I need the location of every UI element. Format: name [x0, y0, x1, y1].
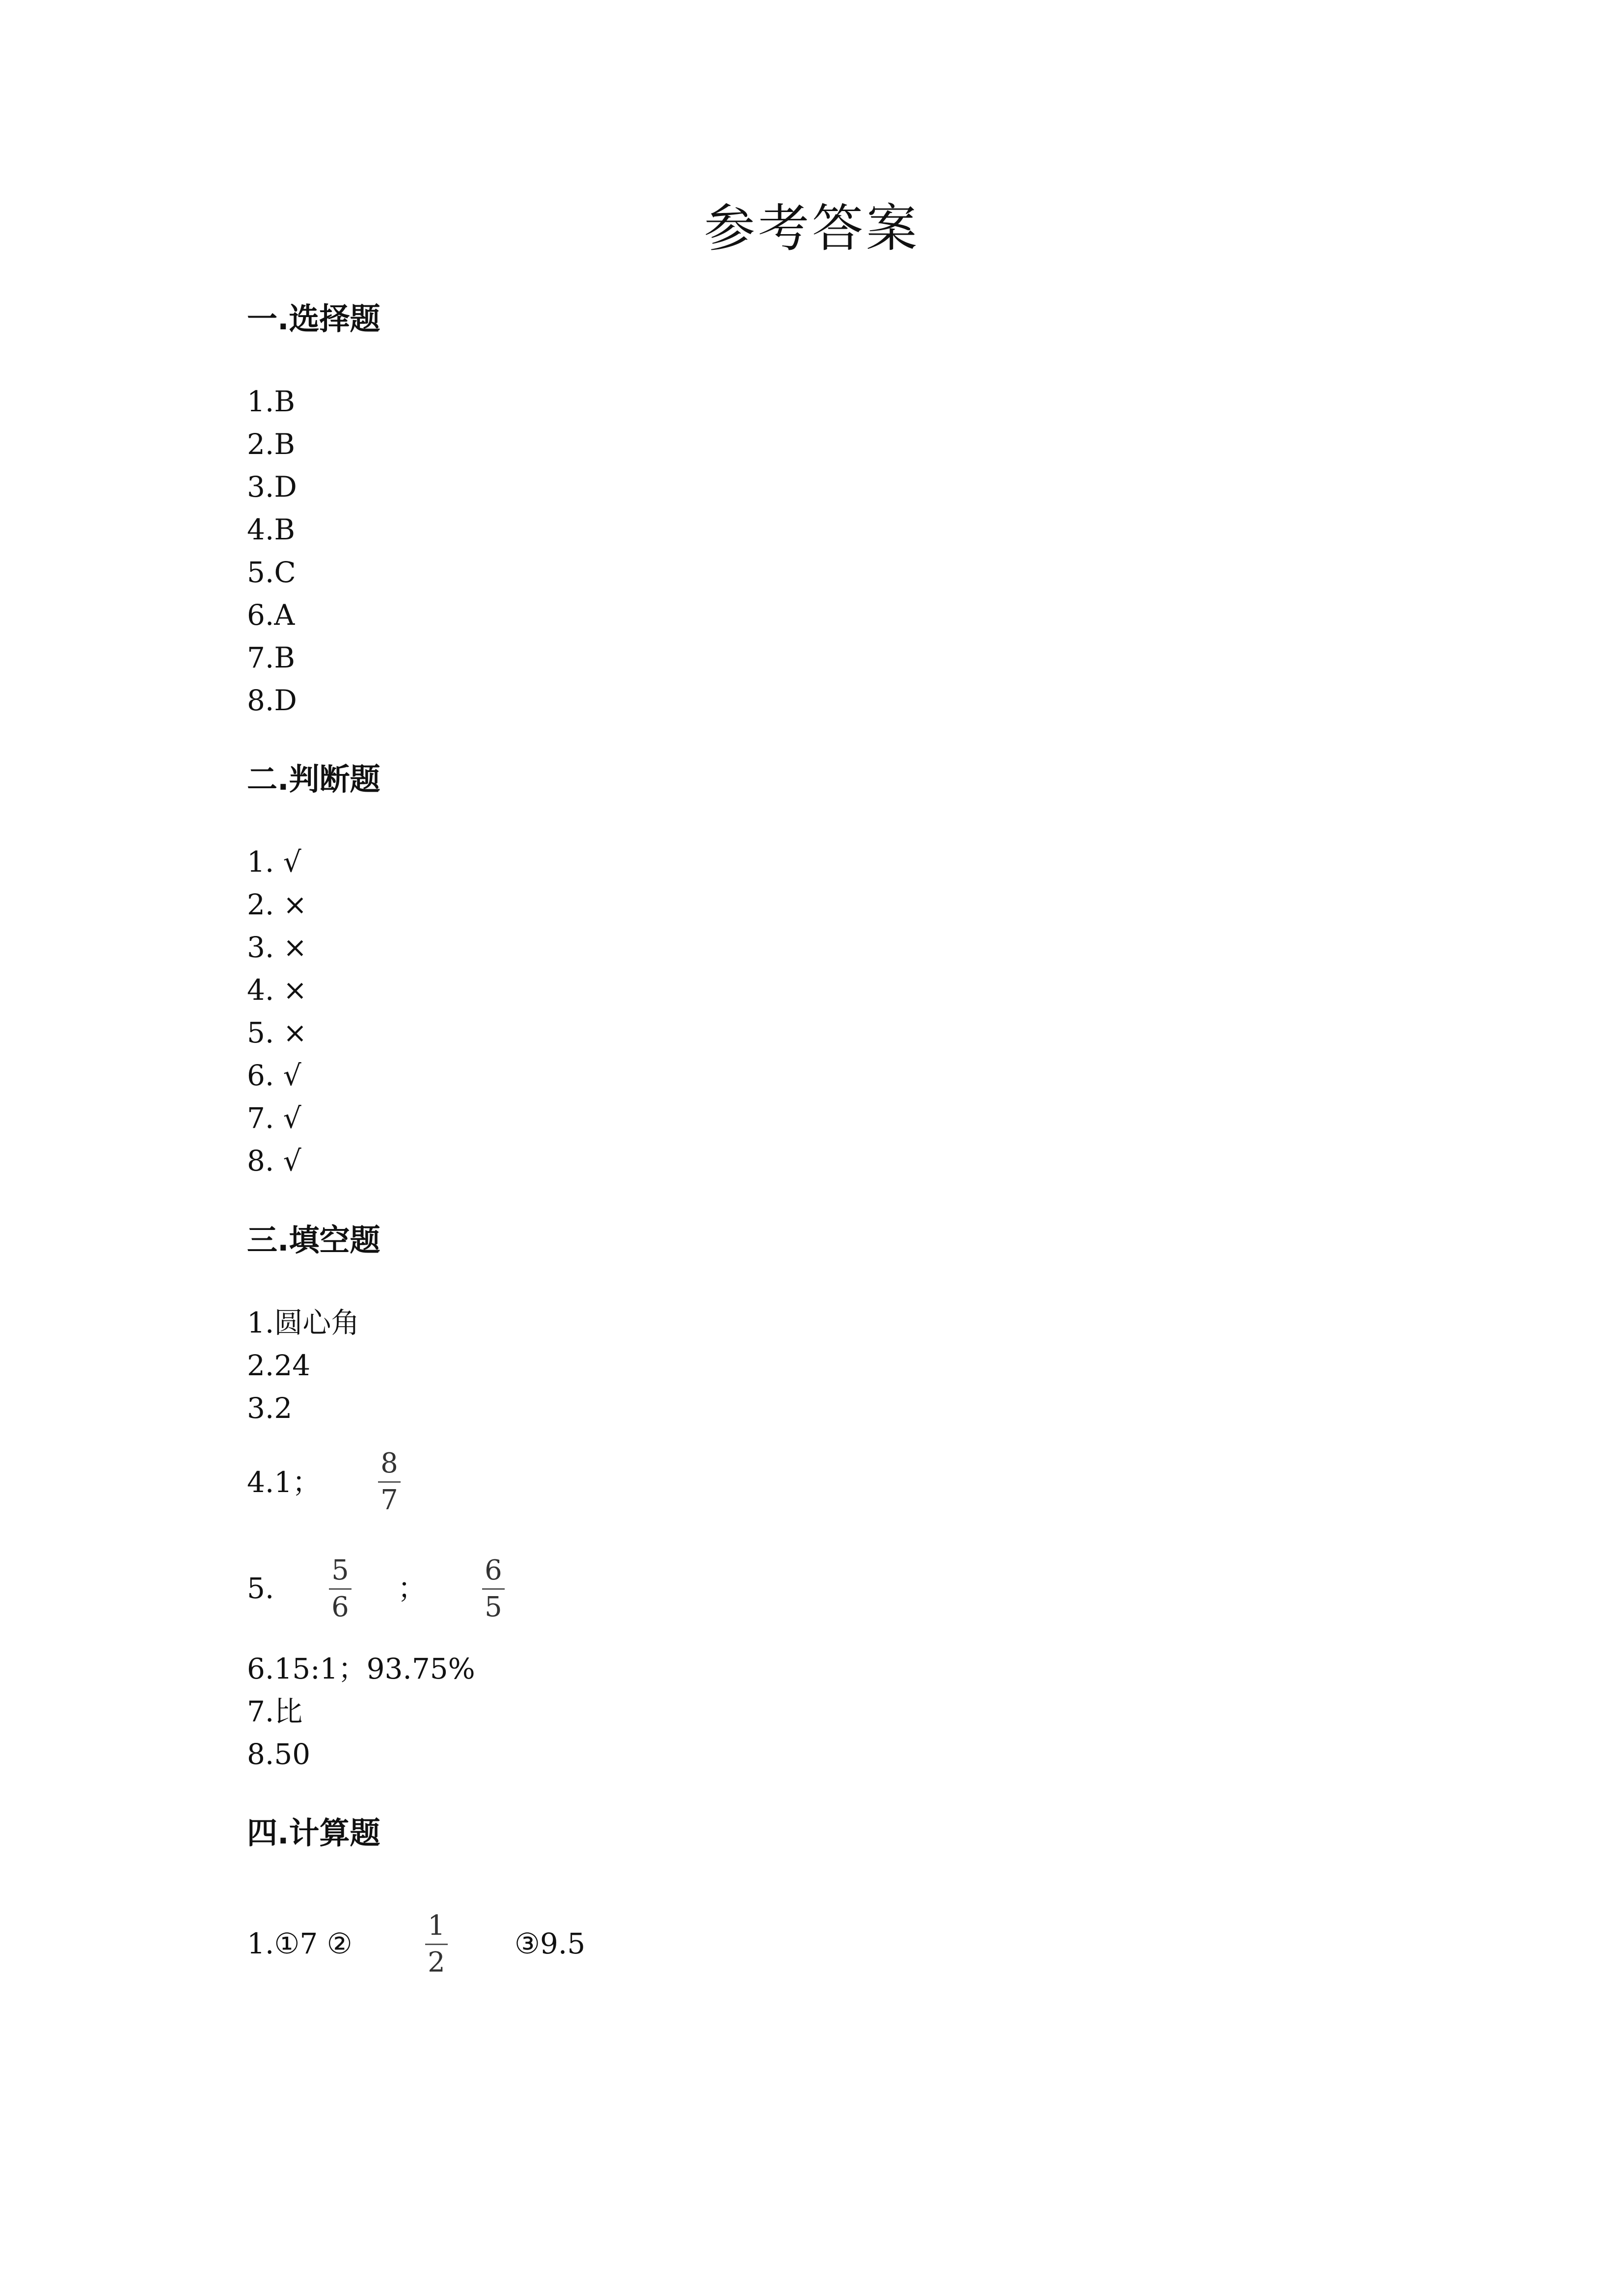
answer-line-prefix: 5. — [247, 1572, 274, 1605]
answer-line-suffix: ③9.5 — [514, 1927, 586, 1960]
fraction-numerator: 1 — [428, 1910, 445, 1942]
answer-line: 2.B — [247, 427, 295, 461]
answer-line: 8.D — [247, 684, 297, 717]
answer-line: 6.15:1；93.75% — [247, 1652, 475, 1685]
fraction-denominator: 7 — [380, 1484, 398, 1516]
answer-line: 7.比 — [247, 1695, 303, 1728]
fraction-bar — [378, 1481, 401, 1483]
section-heading-judgement: 二.判断题 — [247, 761, 380, 797]
answer-line: 1.圆心角 — [247, 1306, 360, 1339]
fraction-numerator: 8 — [380, 1447, 398, 1479]
answer-line: 1. √ — [247, 845, 301, 879]
fraction-bar — [482, 1588, 505, 1590]
fraction — [482, 1555, 505, 1623]
answer-line: 3. × — [247, 931, 307, 964]
answer-line: 5.C — [247, 556, 296, 589]
answer-line: 8.50 — [247, 1737, 311, 1771]
answer-line: 2. × — [247, 888, 307, 921]
fraction-denominator: 6 — [331, 1591, 349, 1623]
answer-line: 3.D — [247, 470, 297, 504]
fraction-bar — [425, 1944, 448, 1945]
answer-line: 6.A — [247, 598, 295, 632]
answer-line: 3.2 — [247, 1391, 293, 1425]
fraction-numerator: 5 — [331, 1554, 349, 1586]
section-heading-choice: 一.选择题 — [247, 301, 380, 337]
fraction-bar — [329, 1588, 352, 1590]
answer-line-prefix: 1.①7 ② — [247, 1927, 352, 1960]
answer-line: 4. × — [247, 973, 307, 1007]
answer-line: 5. × — [247, 1016, 307, 1049]
fraction — [329, 1555, 352, 1623]
answer-line: 4.B — [247, 513, 295, 546]
section-heading-fill-blank: 三.填空题 — [247, 1222, 380, 1258]
fraction-denominator: 2 — [428, 1947, 445, 1978]
answer-line: 6. √ — [247, 1059, 301, 1092]
fraction — [425, 1910, 448, 1978]
answer-line: 7. √ — [247, 1101, 301, 1135]
answer-line: 1.B — [247, 385, 295, 418]
answer-line: 2.24 — [247, 1349, 311, 1382]
answer-line: 7.B — [247, 641, 295, 674]
section-heading-calculation: 四.计算题 — [247, 1815, 380, 1851]
fraction-denominator: 5 — [485, 1591, 502, 1623]
fraction — [378, 1448, 401, 1516]
answer-line: 8. √ — [247, 1144, 301, 1177]
fraction-numerator: 6 — [485, 1554, 502, 1586]
page-title: 参考答案 — [704, 198, 920, 258]
answer-line-prefix: 4.1； — [247, 1466, 321, 1499]
answer-separator: ； — [398, 1572, 427, 1605]
